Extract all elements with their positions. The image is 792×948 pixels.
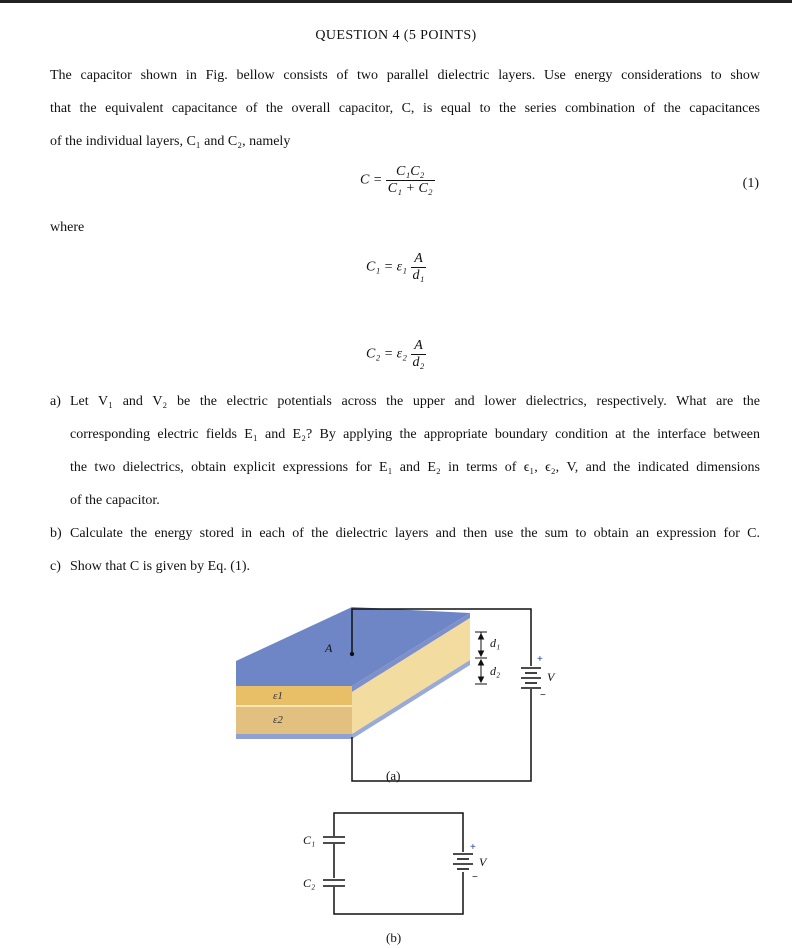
part-a-line-3: the two dielectrics, obtain explicit expressions for E₁ and E₂ in terms of ϵ₁, ϵ₂, V, and the indicated dimensions <box>70 460 760 475</box>
front-bottom-plate <box>236 734 352 739</box>
part-a-label: a) <box>50 394 61 409</box>
intro-line-3: of the individual layers, C₁ and C₂, namely <box>50 134 291 149</box>
part-b-label: b) <box>50 526 62 541</box>
part-c-text: Show that C is given by Eq. (1). <box>70 559 251 574</box>
front-top-plate <box>236 661 352 686</box>
front-dielectric-1 <box>236 686 352 706</box>
c1-denominator: d₁ <box>412 268 425 283</box>
battery-a-icon <box>521 668 541 688</box>
figure-a-caption: (a) <box>386 768 401 783</box>
c1-label: C₁ <box>303 833 316 847</box>
eps2-label: ε2 <box>273 714 283 726</box>
eps1-label: ε1 <box>273 690 283 702</box>
part-a-line-2: corresponding electric fields E₁ and E₂? By applying the appropriate boundary condition at the interface between <box>70 427 760 442</box>
eq1-lhs: C = <box>360 172 383 188</box>
b-bottom-wire <box>334 872 463 914</box>
c2-lhs: C₂ = ε₂ <box>366 346 408 362</box>
intro-line-2: that the equivalent capacitance of the overall capacitor, C, is equal to the series combination of the capacitances <box>50 101 760 116</box>
thickness-arrows <box>475 632 487 684</box>
top-contact-dot <box>350 652 354 656</box>
capacitor-block <box>236 607 470 739</box>
b-top-wire <box>334 813 463 852</box>
part-b-text: Calculate the energy stored in each of the dielectric layers and then use the sum to obtain an expression for C. <box>70 526 760 541</box>
circuit-b-wires <box>334 813 463 914</box>
c2-label: C₂ <box>303 876 316 890</box>
part-c-label: c) <box>50 559 61 574</box>
c1-numerator: A <box>414 251 423 266</box>
battery-a-minus: − <box>540 690 546 701</box>
where-label: where <box>50 220 85 235</box>
capacitor-c1-icon <box>323 837 345 843</box>
area-label: A <box>325 641 333 655</box>
front-dielectric-2 <box>236 707 352 734</box>
part-a-line-1: Let V₁ and V₂ be the electric potentials across the upper and lower dielectrics, respectively. What are the <box>70 394 760 409</box>
eq1-denominator: C₁ + C₂ <box>387 181 433 196</box>
battery-b-plus: + <box>470 842 476 853</box>
d2-label: d₂ <box>490 664 501 678</box>
eq1-numerator: C₁C₂ <box>396 164 425 179</box>
c2-denominator: d₂ <box>412 355 425 370</box>
dielectric-interface <box>236 705 352 707</box>
part-a-line-4: of the capacitor. <box>70 493 160 508</box>
question-title: QUESTION 4 (5 POINTS) <box>315 28 477 43</box>
capacitor-c2-icon <box>323 880 345 886</box>
c2-numerator: A <box>414 338 423 353</box>
equation-number: (1) <box>742 176 759 191</box>
intro-line-1: The capacitor shown in Fig. bellow consists of two parallel dielectric layers. Use energy considerations to show <box>50 68 760 83</box>
battery-b-icon <box>453 854 473 869</box>
battery-a-v: V <box>547 670 555 684</box>
figure-b-caption: (b) <box>386 930 402 945</box>
battery-b-minus: − <box>472 872 478 883</box>
c1-lhs: C₁ = ε₁ <box>366 259 408 275</box>
battery-b-v: V <box>479 855 487 869</box>
d1-label: d₁ <box>490 636 501 650</box>
battery-a-plus: + <box>537 654 543 665</box>
